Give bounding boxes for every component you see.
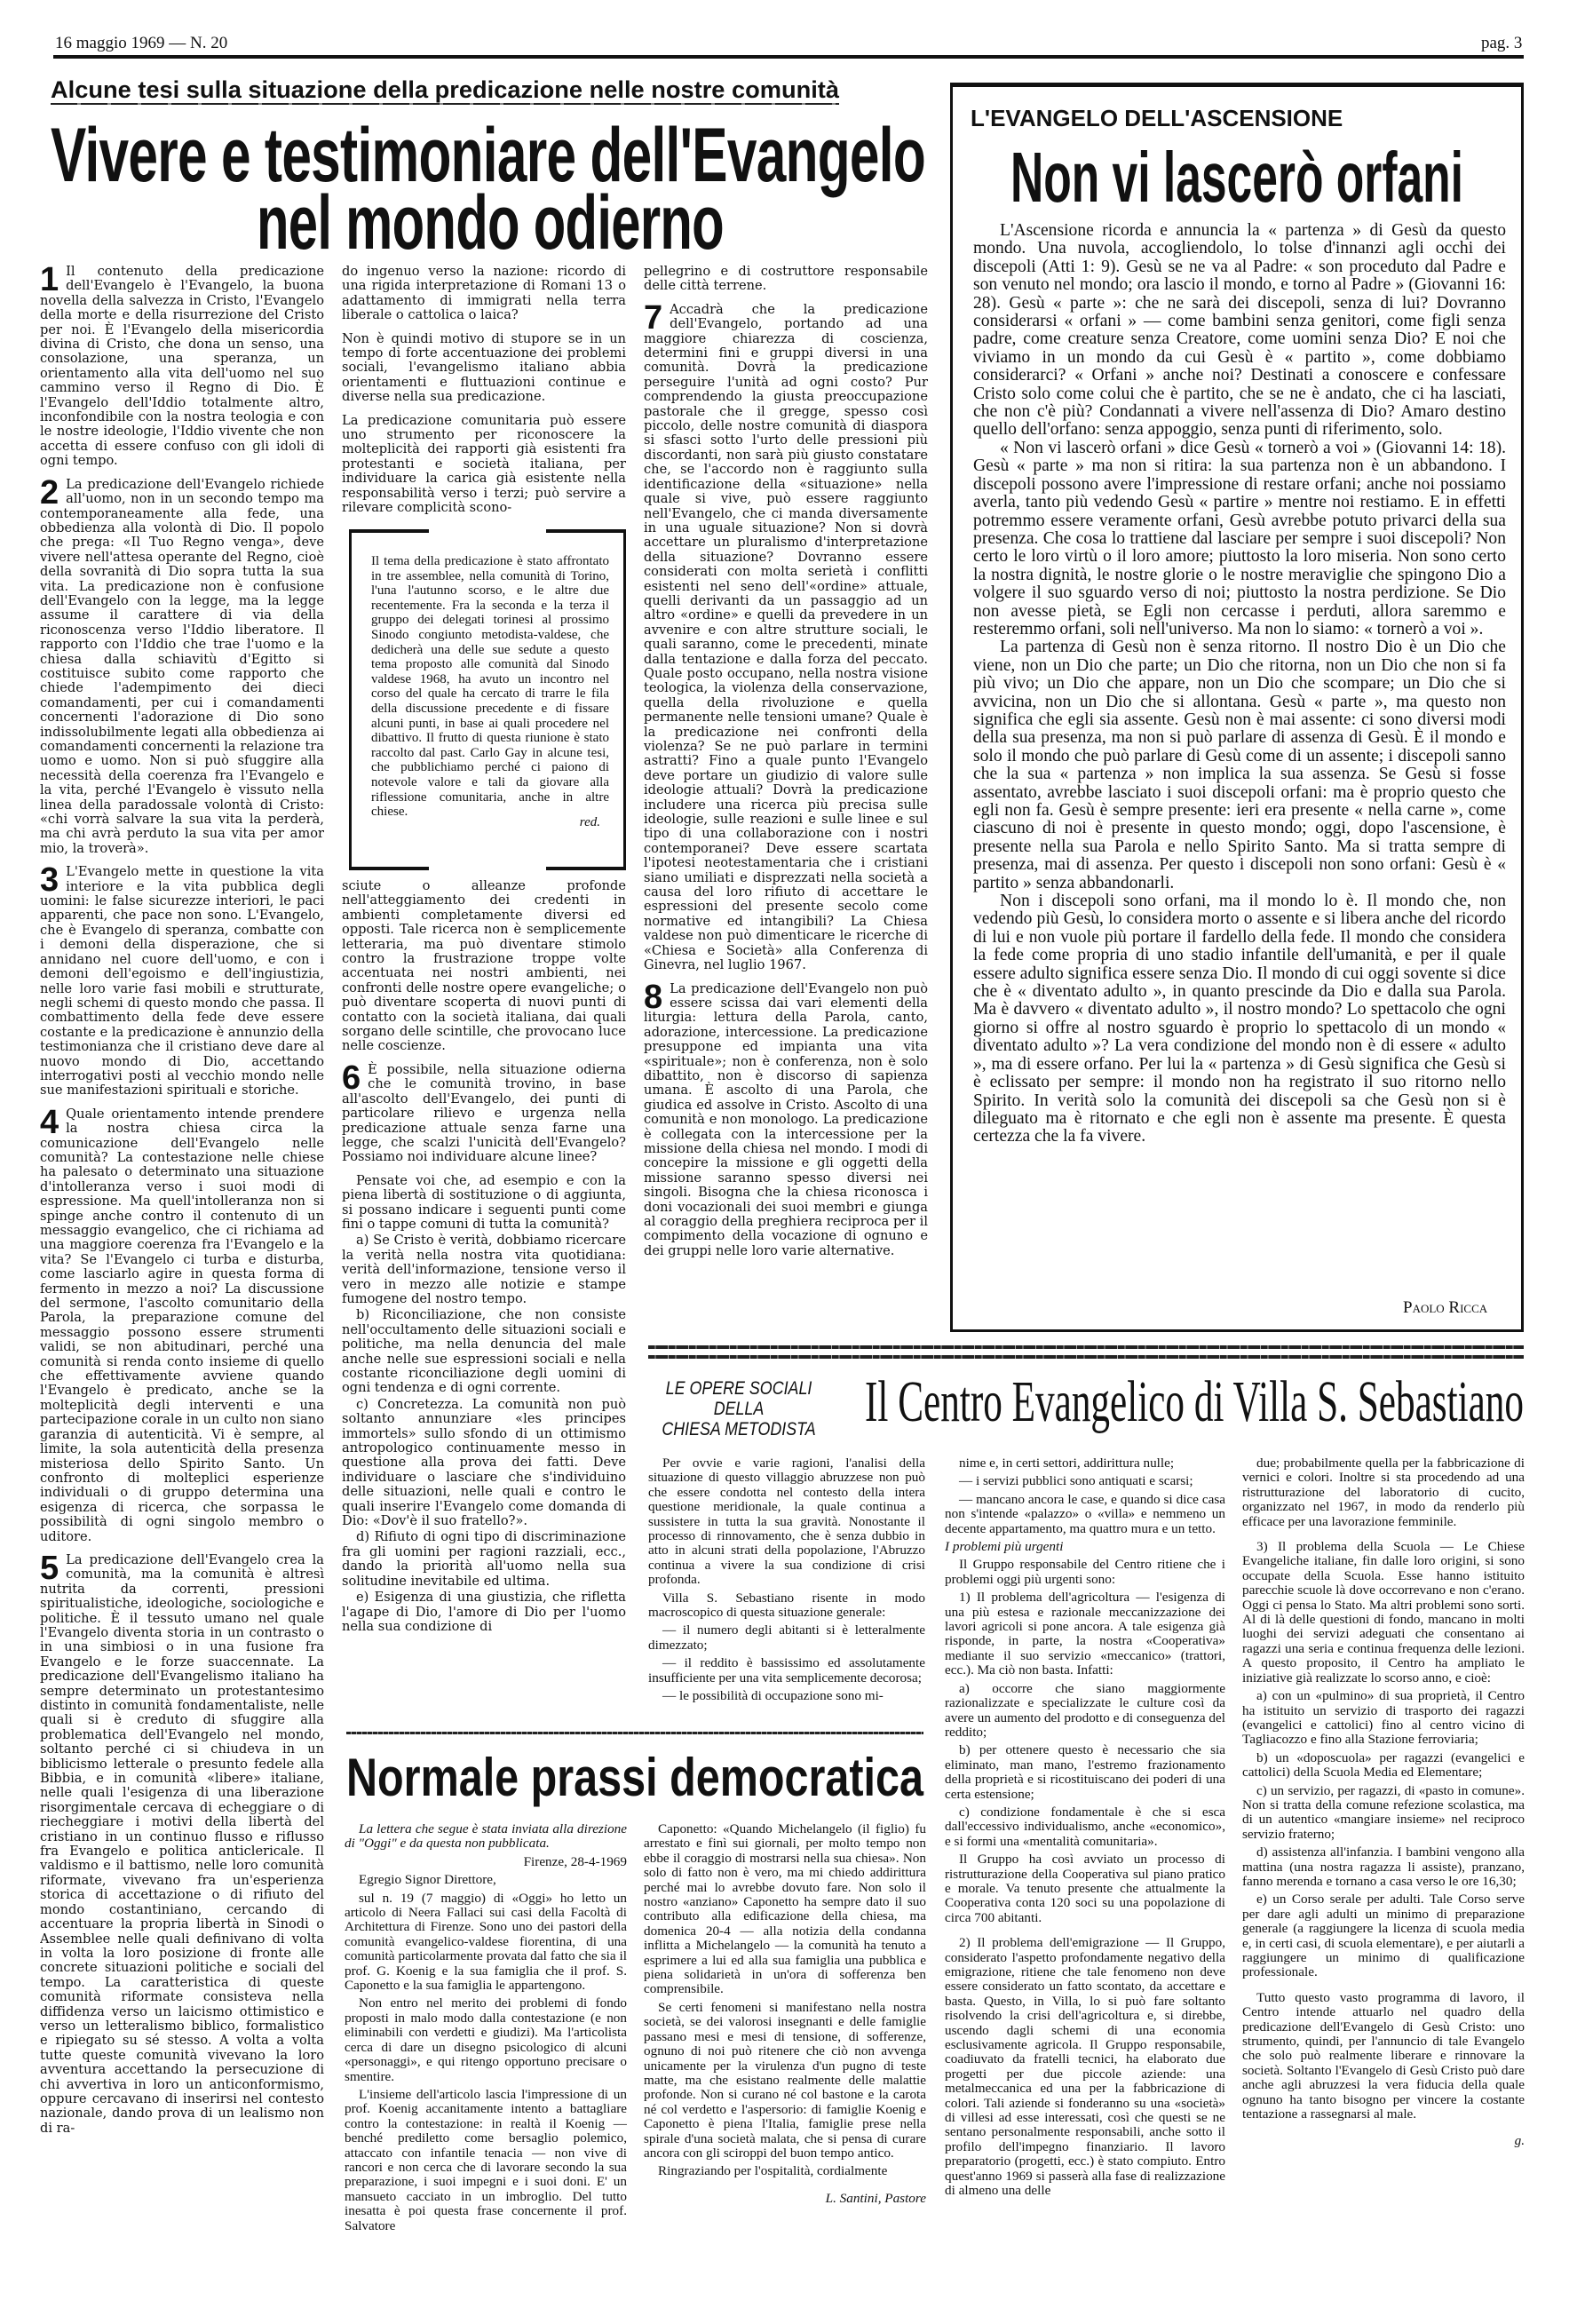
ascension-author: Paolo Ricca xyxy=(1403,1298,1488,1317)
article-column-3 xyxy=(644,265,928,1330)
thesis-number: 8 xyxy=(644,978,663,1016)
paragraph xyxy=(40,861,324,1099)
paragraph xyxy=(945,1852,1225,1925)
paragraph-text: Pensate voi che, ad esempio e con la piena libertà di sostituzione o di aggiunta, si possano indicare i seguenti punti come fini o tappe comuni di tutta la comunità? xyxy=(342,1172,626,1232)
paragraph xyxy=(345,2088,627,2233)
villa-column-1 xyxy=(648,1456,925,1709)
paragraph-text: Non entro nel merito dei problemi di fondo proposti in malo modo dalla contestazione (e non eliminabili con verdetti e giudizi). Ma l'articolista cerca di dare un disegno psicologico di alcuni «personaggi», e qui ritengo opportuno precisare o smentire. xyxy=(345,1995,627,2084)
ascension-kicker: L'EVANGELO DELL'ASCENSIONE xyxy=(971,105,1343,131)
paragraph-text: sciute o alleanze profonde nell'atteggiamento dei credenti in ambienti completamente diversi ed opposti. Tale ricerca non è semplicemente letteraria, ma può diventare stimolo contro la frustrazione troppe volte accentuata nei nostri ambienti, nei confronti delle nostre opere evangeliche; o può diventare scoperta di nuovi punti di contatto con la società italiana, dai quali sorgano delle scintille, che provocano luce nelle coscienze. xyxy=(342,879,626,1054)
villa-column-3 xyxy=(1242,1456,1525,2244)
paragraph-text: do ingenuo verso la nazione: ricordo di una rigida interpretazione di Romani 13 o adattamento di immigrati nella terra liberale o cattolica o laica? xyxy=(342,265,626,323)
paragraph-text: — le possibilità di occupazione sono mi- xyxy=(662,1688,884,1704)
paragraph-text: L. Santini, Pastore xyxy=(825,2190,926,2206)
paragraph-text: 2) Il problema dell'emigrazione — Il Gruppo, considerato l'aspetto profondamente negativo della emigrazione, ritiene che tale fenomeno non deve essere considerato un fatto scontato, da accettare e basta. Questo, in Villa, lo si può fare soltanto risolvendo la crisi dell'agricoltura e, si direbbe, uscendo dagli schemi di una economia esclusivamente agricola. Il Gruppo responsabile, coadiuvato da fratelli tecnici, ha elaborato due progetti per due piccole aziende: una metalmeccanica ed una per la fabbricazione di colori. Tali aziende si fonderanno su una «società» di villesi ad esse interessati, così che questi se ne sentano personalmente responsabili, anche sotto il profilo dell'impegno finanziario. Il lavoro preparatorio (progetti, ecc.) è stato compiuto. Entro quest'anno 1969 si passerà alla fase di realizzazione di almeno una delle xyxy=(945,1935,1225,2199)
paragraph xyxy=(648,1456,925,1588)
paragraph-text: — il reddito è bassissimo ed assolutamente insufficiente per una vita semplicemente decorosa; xyxy=(648,1655,925,1685)
paragraph xyxy=(945,1590,1225,1678)
letter-title: Normale prassi democratica xyxy=(346,1748,923,1807)
paragraph-text: c) un servizio, per ragazzi, di «pasto in comune». Non si tratta della comune refezione scolastica, ma di un autentico «mangiare insieme» nel reciproco servizio fraterno; xyxy=(1242,1782,1525,1842)
ascension-title: Non vi lascerò orfani xyxy=(1010,138,1463,217)
paragraph xyxy=(342,265,626,323)
paragraph-text: Accadrà che la predicazione dell'Evangelo, portando ad una maggiore chiarezza di coscienza, determini fini e gruppi diversi in una comunità. Dovrà la predicazione perseguire l'unità ad ogni costo? Pur comprendendo la giusta preoccupazione pastorale che il gregge, spesso così piccolo, delle nostre comunità di diaspora si sfasci sotto l'urto delle pressioni più discordanti, non sarà più giusto constatare che, se l'accordo non è raggiunto sulla identificazione della «situazione» nella quale si vive, può essere raggiunto nell'Evangelo, che ci manda diversamente in una uguale situazione? Non si dovrà accettare un pluralismo d'interpretazione della situazione? Dovranno essere considerati con molta serietà i conflitti esistenti nel seno dell'«ordine» attuale, quelli derivanti da un passaggio ad un altro «ordine» e quelli da prevedere in un avvenire e con altre strutture sociali, le quali saranno, come le precedenti, minate dalla tentazione e dalla forza del peccato. Quale posto occupano, nella nostra visione teologica, la violenza della conservazione, quella della rivoluzione e quella permanente nelle tensioni umane? Quale è la predicazione nei confronti della violenza? Se ne può parlare in termini astratti? Fino a quale punto l'Evangelo deve portare un giudizio di valore sulle ideologie attuali? Dovrà la predicazione includere una ricerca più precisa sulle ideologie, sulle reazioni e sulle linee e sul tipo di una collaborazione con i nostri contemporanei? Deve essere scartata l'ipotesi neotestamentaria che i cristiani siano umiliati e disprezzati nella società a causa del loro rifiuto di accettare le espressioni del presente secolo come normative ed intangibili? La Chiesa valdese non può dimenticare le ricerche di «Chiesa e Società» alla Conferenza di Ginevra, nel luglio 1967. xyxy=(644,301,928,973)
kicker-underline xyxy=(51,103,839,105)
paragraph xyxy=(644,2164,926,2178)
paragraph-text: — mancano ancora le case, e quando si dice casa non s'intende «palazzo» o «villa» e nemmeno un decente appartamento, ma quattro mura e un tetto. xyxy=(945,1491,1225,1536)
paragraph xyxy=(644,298,928,973)
villa-kicker xyxy=(648,1378,829,1440)
thesis-number: 6 xyxy=(342,1059,361,1097)
paragraph-text: La lettera che segue è stata inviata alla direzione di "Oggi" e da questa non pubblicata. xyxy=(345,1822,627,1852)
paragraph-text: Firenze, 28-4-1969 xyxy=(523,1853,627,1869)
editorial-note-box xyxy=(349,529,626,870)
paragraph-text: a) Se Cristo è verità, dobbiamo ricercare la verità nella nostra vita quotidiana: verità dell'informazione, tensione verso il vero in mezzo alle notizie e stampe fumogene del nostro tempo. xyxy=(342,1233,626,1306)
paragraph xyxy=(945,1493,1225,1536)
paragraph-text: b) un «doposcuola» per ragazzi (evangelici e cattolici) della Scuola Media ed Elementare; xyxy=(1242,1749,1525,1781)
paragraph xyxy=(945,1456,1225,1471)
paragraph-text: La predicazione comunitaria può essere uno strumento per riconoscere la molteplicità dei rapporti già esistenti fra protestanti e società italiana, per individuare la carica già esistente nella responsabilità verso i terzi; può servire a rilevare complicità scono- xyxy=(342,412,626,516)
section-divider xyxy=(648,1355,1524,1359)
paragraph-text: Tutto questo vasto programma di lavoro, il Centro intende attuarlo nel quadro della predicazione dell'Evangelo di Gesù Cristo: uno strumento, quindi, per l'annuncio di tale Evangelo che solo può realmente liberare e rinnovare la società. Soltanto l'Evangelo di Gesù Cristo può dare anche agli abruzzesi la vera fiducia della quale ognuno ha tanto bisogno per vincere la costante tentazione a rassegnarsi al male. xyxy=(1242,1989,1525,2122)
paragraph xyxy=(342,1530,626,1589)
thesis-number: 5 xyxy=(40,1549,59,1587)
paragraph-text: Non è quindi motivo di stupore se in un tempo di forte accentuazione dei problemi sociali, l'evangelismo italiano abbia orientamenti e fluttuazioni continue e diverse nella sua predicazione. xyxy=(342,330,626,405)
paragraph xyxy=(1242,1689,1525,1748)
paragraph xyxy=(342,1308,626,1395)
thesis-number: 7 xyxy=(644,298,663,337)
paragraph xyxy=(945,1540,1225,1554)
paragraph-text: c) Concretezza. La comunità non può soltanto annunziare «les principes immortels» sullo sfondo di un ottimismo antropologico continuamente messo in questione alla prova dei fatti. Deve individuare o lasciare che s'individuino delle situazioni, nelle quali e contro le quali inserire l'Evangelo come domanda di Dio: «Dov'è il suo fratello?». xyxy=(342,1396,626,1529)
thesis-number: 1 xyxy=(40,265,59,298)
paragraph xyxy=(342,879,626,1054)
paragraph-text: a) con un «pulmino» di sua proprietà, il Centro ha istituito un servizio di trasporto dei ragazzi (evangelici e cattolici) fino al centro vicino di Tagliacozzo e fino alla Stazione ferroviaria; xyxy=(1242,1688,1525,1748)
paragraph-text: 1) Il problema dell'agricoltura — l'esigenza di una più estesa e razionale meccanizzazione dei lavori agricoli si pone ancora. A tale esigenza già risponde, in parte, la nostra «Cooperativa» mediante il suo servizio «meccanico» (trattori, ecc.). Ma ciò non basta. Infatti: xyxy=(945,1590,1225,1678)
paragraph xyxy=(342,1590,626,1634)
thesis-number: 4 xyxy=(40,1103,59,1141)
thesis-number: 2 xyxy=(40,473,59,512)
paragraph xyxy=(342,414,626,516)
paragraph xyxy=(1242,1845,1525,1889)
issue-date: 16 maggio 1969 — N. 20 xyxy=(55,34,228,52)
paragraph xyxy=(945,1558,1225,1587)
paragraph-text: La predicazione dell'Evangelo crea la comunità, ma la comunità è altresì nutrita da correnti, pressioni spiritualistiche, ideologiche, sociologiche e politiche. È il tessuto umano nel quale l'Evangelo diventa storia in un contrasto o in una simbiosi o in una fusione fra Evangelo e le forze suaccennate. La predicazione dell'Evangelismo italiano ha sempre determinato un protestantesimo distinto in comunità fondamentaliste, nelle quali si è creduto di sfuggire alla problematica dell'Evangelo nel mondo, soltanto perché ci si chiudeva in un biblicismo letterale o presunto fedele alla Bibbia, e in comunità «libere» italiane, nelle quali l'esigenza di una liberazione risorgimentale cercava di echeggiare o di riecheggiare i motivi della libertà del cristiano in un continuo flusso e riflusso fra Evangelo e politica anticlericale. Il valdismo e il battismo, nelle loro comunità riformate, vivevano fra un'esperienza storica di accettazione o di rifiuto del mondo costantiniano, cercando di accentuare la propria libertà in Sinodi o Assemblee nelle quali definivano di volta in volta la loro posizione di fronte alle concrete situazioni politiche e sociali del tempo. La caratteristica di queste comunità riformate consisteva nella diffidenza verso un laicismo ottimistico e verso un letteralismo biblico, formalistico e ripiegato su sé stesso. A volta a volta tutte queste comunità vivevano la loro avventura accettando la persecuzione di chi avvertiva in loro un anticonformismo, oppure cercavano di inserirsi nel contesto nazionale, dando prova di un lealismo non di ra- xyxy=(40,1551,324,2136)
paragraph xyxy=(1242,1456,1525,1529)
paragraph xyxy=(644,978,928,1259)
ascension-paragraph: Non i discepoli sono orfani, ma il mondo lo è. Il mondo che, non vedendo più Gesù, lo considera morto o assente e si libera anche del ricordo di lui e non vuole più portare il fardello della fede. Il mondo che considera la fede come propria di uno stadio infantile dell'umanità, e per il quale essere adulto significa essere senza Dio. Il mondo di cui oggi sovente si dice che è « diventato adulto », in quanto prescinde da Dio e dalla sua Parola. Ma è davvero « diventato adulto », il nostro mondo? Lo spettacolo che ogni giorno si offre al nostro sguardo è proprio lo spettacolo di un mondo « diventato adulto »? La vera condizione del mondo non è di essere « adulto », ma di essere orfano. Per lui la « partenza » di Gesù significa che Gesù si è eclissato per sempre: il mondo non ha registrato il suo ritorno nello Spirito. In verità solo la comunità dei discepoli sa che Gesù non si è dileguato ma è ritornato e che egli non è assente ma presente. È questa certezza che la fa vivere. xyxy=(973,892,1506,1146)
page-number: pag. 3 xyxy=(1481,34,1523,52)
paragraph xyxy=(644,2001,926,2161)
paragraph-text: pellegrino e di costruttore responsabile delle città terrene. xyxy=(644,265,928,294)
editorial-note-signature: red. xyxy=(579,815,600,829)
paragraph xyxy=(345,1873,627,1887)
paragraph-text: L'Evangelo mette in questione la vita interiore e la vita pubblica degli uomini: le false sicurezze interiori, le paci apparenti, che pace non sono. L'Evangelo, che è Evangelo di speranza, combatte con i demoni della disperazione, che si annidano nel cuore dell'uomo, e con i demoni dell'egoismo e dell'ingiustizia, nelle loro varie fasi mobili e strutturate, negli schemi di questo mondo che passa. Il combattimento della fede deve essere costante e la predicazione è annunzio della testimonianza che il cristiano deve dare al nuovo mondo di Dio, accettando interrogativi posti al vecchio mondo nelle sue manifestazioni spirituali e storiche. xyxy=(40,864,324,1099)
letter-column-1 xyxy=(345,1822,627,2245)
paragraph-text: Se certi fenomeni si manifestano nella nostra società, se dei valorosi insegnanti e delle famiglie passano mesi e mesi di tensione, di sofferenze, ognuno di noi può ritenere che ciò non avvenga unicamente per la virulenza d'un pugno di teste matte, ma che esistano realmente delle malattie profonde. Non si curano né col bastone e la carota né col verdetto e l'aspersorio: di famiglie Koenig e Caponetto è piena l'Italia, famiglie prese nella spirale d'una società malata, che si pensa di curare ancora con gli sciroppi del buon tempo antico. xyxy=(644,1999,926,2161)
paragraph xyxy=(342,1233,626,1306)
paragraph-text: La predicazione dell'Evangelo richiede all'uomo, non in un secondo tempo ma contemporaneamente alla fede, una obbedienza alla volontà di Dio. Il popolo che prega: «Il Tuo Regno venga», deve vivere nell'attesa operante del Regno, cioè della sovranità di Dio sopra tutta la sua vita. La predicazione non è confusione dell'Evangelo con la legge, ma la legge assume il carattere di via della riconoscenza verso l'Iddio liberatore. Il rapporto con l'Iddio che trae l'uomo e la chiesa dalla schiavitù d'Egitto si costituisce subito come rapporto che chiede l'adempimento dei dieci comandamenti, per cui i comandamenti concernenti l'adorazione di Dio sono indissolubilmente legati alla obbedienza ai comandamenti concernenti la relazione tra uomo e uomo. Non si può sfuggire alla necessità della coerenza fra l'Evangelo e la vita, perché l'Evangelo è vissuto nella linea della paradossale volontà di Cristo: «chi vorrà salvare la sua vita la perderà, ma chi avrà perduto la sua vita per amor mio, la troverà». xyxy=(40,476,324,856)
editorial-note-text: Il tema della predicazione è stato affrontato in tre assemblee, nella comunità di Torino, l'una l'autunno scorso, e le altre due recentemente. Fra la seconda e la terza il gruppo dei delegati torinesi al prossimo Sinodo congiunto metodista-valdese, che dedicherà una delle sue sedute a questo tema proposto alle comunità dal Sinodo valdese 1968, ha avuto un incontro nel corso del quale ha cercato di trarre le fila della discussione precedente e di fissare alcuni punti, in base ai quali procedere nel dibattivo. Il frutto di questa riunione è stato raccolto dal past. Carlo Gay in alcune tesi, che pubblichiamo perché ci paiono di notevole valore e tali da giovare alla riflessione comunitaria, anche in altre chiese. xyxy=(371,554,609,820)
villa-column-2 xyxy=(945,1456,1225,2244)
ascension-body xyxy=(973,222,1506,1283)
paragraph-text: Villa S. Sebastiano risente in modo macroscopico di questa situazione generale: xyxy=(648,1590,925,1621)
paragraph xyxy=(644,1822,926,1997)
villa-kicker-line: CHIESA METODISTA xyxy=(662,1419,816,1440)
villa-title: Il Centro Evangelico di Villa S. Sebastiano xyxy=(865,1369,1524,1434)
paragraph xyxy=(342,332,626,405)
article-title-line1: Vivere e testimoniare dell'Evangelo xyxy=(51,113,925,198)
paragraph xyxy=(40,1549,324,2136)
paragraph-text: due; probabilmente quella per la fabbricazione di vernici e colori. Inoltre si sta procedendo ad una ristrutturazione del laboratorio di cucito, organizzato nel 1967, in modo da renderlo più efficace per una lavorazione femminile. xyxy=(1242,1456,1525,1529)
paragraph xyxy=(40,265,324,469)
paragraph xyxy=(345,1892,627,1994)
paragraph xyxy=(945,1474,1225,1488)
paragraph-text: — i servizi pubblici sono antiquati e scarsi; xyxy=(959,1473,1193,1489)
paragraph-text: I problemi più urgenti xyxy=(945,1539,1064,1555)
paragraph xyxy=(945,1743,1225,1802)
paragraph xyxy=(648,1591,925,1621)
paragraph-text: Il Gruppo responsabile del Centro ritiene che i problemi oggi più urgenti sono: xyxy=(945,1557,1225,1587)
paragraph xyxy=(345,1996,627,2083)
ascension-paragraph: « Non vi lascerò orfani » dice Gesù « tornerò a voi » (Giovanni 14: 18). Gesù « parte » ma non si ritira: la sua partenza non è un abbandono. I discepoli possono avere l'impressione di restare orfani; anche noi possiamo averla, tanto più vedendo Gesù « partire » mentre noi restiamo. E in effetti potremmo essere veramente orfani, Gesù avrebbe potuto privarci della sua presenza. Che cosa lo trattiene dal lasciare per sempre i suoi discepoli? Non certo le loro virtù o il loro amore; piuttosto la loro miseria. Non sono certo la nostra dignità, le nostre glorie o le nostre meraviglie che spingono Dio a volgere il suo sguardo verso di noi; piuttosto la nostra perdizione. Se Dio non avesse pietà, se Egli non cercasse i perduti, allora saremmo e resteremmo orfani, soli nell'universo. Ma non lo siamo: « tornerò a voi ». xyxy=(973,438,1506,639)
paragraph xyxy=(1242,1784,1525,1843)
paragraph-text: Il Gruppo ha così avviato un processo di ristrutturazione della Cooperativa sul piano pratico e morale. Va tenuto presente che attualmente la Cooperativa conta 120 soci su una popolazione di circa 700 abitanti. xyxy=(945,1852,1225,1925)
article-title-line2: nel mondo odierno xyxy=(257,180,724,266)
paragraph xyxy=(648,1656,925,1685)
section-divider xyxy=(648,1345,1524,1349)
paragraph-text: Quale orientamento intende prendere la nostra chiesa circa la comunicazione dell'Evangelo nelle comunità? La contestazione nelle chiese ha palesato o determinato una situazione d'intolleranza verso i suoi modi di espressione. Ma quell'intolleranza non si spinge anche contro il contenuto di un messaggio evangelico, che ci richiama ad una maggiore coerenza fra l'Evangelo e la vita? Se l'Evangelo ci turba e disturba, come lasciarlo agire in questa forma di fermento in mezzo a noi? La discussione del sermone, l'ascolto comunitario della Parola, la preparazione comune del messaggio possono essere strumenti validi, se non abitudinari, perché una comunità si renda conto insieme di quello che effettivamente avviene quando l'Evangelo è predicato, anche se la molteplicità degli interventi e una partecipazione corale in un culto non siano garanzia di autenticità. Vi è sempre, al limite, la sola autenticità della presenza misteriosa dello Spirito Santo. Un confronto di molteplici esperienze individuali o di gruppo determina una esigenza di ricerca, che sorpassa le possibilità di ogni singolo membro o uditore. xyxy=(40,1106,324,1544)
paragraph-text: — il numero degli abitanti si è letteralmente dimezzato; xyxy=(648,1622,925,1653)
paragraph-text: b) per ottenere questo è necessario che sia eliminato, man mano, l'estremo frazionamento della proprietà e si ricostituiscano dei poderi di una certa estensione; xyxy=(945,1742,1225,1802)
paragraph xyxy=(40,473,324,857)
paragraph-text: e) un Corso serale per adulti. Tale Corso serve per dare agli adulti un minimo di preparazione generale (a raggiungere la licenza di scuola media e, in certi casi, di scuola elementare), e per aiutarli a raggiungere un minimo di qualificazione professionale. xyxy=(1242,1892,1525,1980)
paragraph-text: La predicazione dell'Evangelo non può essere scissa dai vari elementi della liturgia: lettura della Parola, canto, adorazione, intercessione. La predicazione presuppone ed impianta una vita «spirituale»; non è conferenza, non è solo dibattito, non è discorso di sapienza umana. È ascolto di una Parola, che giudica ed assolve in Cristo. Ascolto di una comunità e non monologo. La predicazione è collegata con la intercessione per la missione della chiesa nel mondo. I modi di concepire la missione e gli oggetti della missione saranno spesso diversi nei singoli. Bisogna che la chiesa riconosca i doni vocazionali dei suoi membri e giunga al coraggio della preghiera reciproca per il compimento della vocazione di ognuno e dei gruppi nelle loro varie alternative. xyxy=(644,980,928,1258)
paragraph-text: Il contenuto della predicazione dell'Evangelo è l'Evangelo, la buona novella della salvezza in Cristo, l'Evangelo della morte e della risurrezione del Cristo per noi. È l'Evangelo della misericordia divina di Cristo, che dona un senso, una consolazione, una speranza, un orientamento alla vita dell'uomo nel suo cammino verso il Regno di Dio. È l'Evangelo dell'Iddio totalmente altro, inconfondibile con la nostra teologia e con le nostre ideologie, l'Iddio vivente che non accetta di essere confuso con gli idoli di ogni tempo. xyxy=(40,265,324,469)
paragraph xyxy=(345,1855,627,1869)
paragraph-text: Per ovvie e varie ragioni, l'analisi della situazione di questo villaggio abruzzese non può che essere condotta nel contesto della intera questione meridionale, la quale continua a sussistere in tutta la sua gravità. Nonostante il processo di rinnovamento, che è senza dubbio in atto in alcuni strati della popolazione, l'Abruzzo continua a vivere la sua condizione di crisi profonda. xyxy=(648,1456,925,1588)
paragraph xyxy=(1242,1540,1525,1685)
article-column-2-top xyxy=(342,265,626,524)
paragraph-text: Egregio Signor Direttore, xyxy=(359,1872,496,1888)
paragraph xyxy=(1242,1991,1525,2122)
paragraph xyxy=(644,265,928,294)
header-rule xyxy=(53,55,1524,59)
paragraph-text: b) Riconciliazione, che non consiste nell'occultamento delle situazioni sociali e politiche, ma nella denuncia del male anche nelle sue espressioni sociali e nella costante riconciliazione degli uomini di ogni tendenza e di ogni corrente. xyxy=(342,1307,626,1396)
paragraph xyxy=(342,1174,626,1233)
ascension-paragraph: L'Ascensione ricorda e annuncia la « partenza » di Gesù da questo mondo. Una nuvola, accogliendolo, lo tolse d'innanzi agli occhi dei discepoli (Atti 1: 9). Gesù se ne va al Padre: « son proceduto dal Padre e son venuto nel mondo; ora lascio il mondo, e torno al Padre » (Giovanni 16: 28). Gesù « parte »: che ne sarà dei discepoli, senza di lui? Dovranno considerarsi « orfani » — come bambini senza genitori, come figli senza padre, come creature senza Creatore, come uomini senza Dio? E noi che viviamo in un mondo da cui Gesù è « partito », come dobbiamo considerarci? « Orfani » anche noi? Destinati a conoscere e confessare Cristo solo come colui che è partito, che se ne è andato, che ci ha lasciati, che non c'è più? Condannati a vivere nell'assenza di Dio? Amaro destino quello dell'orfano: senza appoggio, senza punti di riferimento, solo. xyxy=(973,221,1506,440)
article-column-2-bottom xyxy=(342,879,626,1709)
paragraph xyxy=(342,1398,626,1529)
paragraph-text: d) assistenza all'infanzia. I bambini vengono alla mattina (una nostra ragazza li assiste), pranzano, fanno merenda e tornano a casa verso le ore 16,30; xyxy=(1242,1844,1525,1889)
paragraph-text: d) Rifiuto di ogni tipo di discriminazione fra gli uomini per ragioni razziali, ecc., dando la priorità all'uomo nella sua solitudine inevitabile ed ultima. xyxy=(342,1529,626,1589)
paragraph xyxy=(342,1059,626,1165)
paragraph-text: Caponetto: «Quando Michelangelo (il figlio) fu arrestato e finì sui giornali, per molto tempo non ebbe il coraggio di mostrarsi nella sua chiesa». Non solo di fatto non è vero, ma mi chiedo addirittura perché mai lo avrebbe dovuto fare. Non solo il nostro «anziano» Caponetto ha sempre dato il suo contributo alla edificazione della chiesa, ma domenica 20-4 — alla notizia della condanna inflitta a Michelangelo — la comunità ha tenuto a esprimere a lui ed alla sua famiglia una pubblica e piena solidarietà in un'ora di sofferenza ben comprensibile. xyxy=(644,1822,926,1997)
paragraph xyxy=(648,1623,925,1653)
paragraph xyxy=(644,2192,926,2206)
paragraph xyxy=(945,1805,1225,1849)
paragraph xyxy=(1242,1892,1525,1979)
paragraph-text: e) Esigenza di una giustizia, che rifletta l'agape di Dio, l'amore di Dio per l'uomo nella sua condizione di xyxy=(342,1590,626,1634)
paragraph xyxy=(40,1103,324,1544)
paragraph xyxy=(945,1936,1225,2198)
paragraph-text: c) condizione fondamentale è che si esca dall'eccessivo individualismo, anche «economico», e si formi una «mentalità comunitaria». xyxy=(945,1804,1225,1849)
letter-column-2 xyxy=(644,1822,926,2245)
paragraph xyxy=(345,1822,627,1852)
paragraph xyxy=(945,1682,1225,1741)
paragraph-text: È possibile, nella situazione odierna che le comunità trovino, in base all'ascolto dell'Evangelo, dei punti di particolare rilievo e urgenza nella predicazione attuale senza farne una legge, che scalzi l'unicità dell'Evangelo? Possiamo noi individuare alcune linee? xyxy=(342,1061,626,1165)
paragraph xyxy=(1242,2134,1525,2148)
paragraph-text: g. xyxy=(1514,2133,1525,2149)
paragraph-text: sul n. 19 (7 maggio) di «Oggi» ho letto un articolo di Neera Fallaci sui casi della Facoltà di Architettura di Firenze. Sono uno dei pastori della comunità evangelico-valdese fiorentina, di una comunità particolarmente provata dal fatto che sia il prof. G. Koenig e la sua famiglia che il prof. S. Caponetto e la sua famiglia le appartengono. xyxy=(345,1890,627,1994)
paragraph xyxy=(648,1689,925,1703)
letter-divider xyxy=(346,1732,923,1734)
article-kicker: Alcune tesi sulla situazione della predicazione nelle nostre comunità xyxy=(51,76,839,103)
paragraph-text: Ringraziando per l'ospitalità, cordialmente xyxy=(658,2163,888,2179)
villa-kicker-line: LE OPERE SOCIALI xyxy=(665,1378,812,1399)
thesis-number: 3 xyxy=(40,861,59,900)
ascension-paragraph: La partenza di Gesù non è senza ritorno. Il nostro Dio è un Dio che viene, non un Dio che parte; un Dio che ritorna, non un Dio che non si fa più vivo; un Dio che appare, non un Dio che scompare; un Dio che si avvicina, non un Dio che si allontana. Gesù « parte », ma questo non significa che egli sia assente. Gesù non è mai assente: ci sono diversi modi della sua presenza, ma non si può parlare di assenza di Gesù. È il mondo e solo il mondo che può parlare di Gesù come di un assente; i discepoli sanno che la sua « partenza » non implica la sua assenza. Se Gesù si fosse assentato, avrebbe lasciato i suoi discepoli orfani: ma è proprio questo che egli non fa. Gesù è sempre presente: ieri era presente « nella carne », come ciascuno di noi è presente in questo mondo; oggi, dopo l'ascensione, è presente nella sua Parola e nello Spirito Santo. Ma si tratta sempre di presenza, mai di assenza. Per questo i discepoli non sono orfani: Gesù è « partito » senza abbandonarli. xyxy=(973,638,1506,892)
paragraph-text: L'insieme dell'articolo lascia l'impressione di un prof. Koenig accanitamente intento a battagliare contro la contestazione: in realtà il Koenig — benché prediletto come bersaglio polemico, attaccato con infantile tenacia — non vive di rancori e non cerca che di lavorare secondo la sua preparazione, i suoi impegni e i suoi doni. E' un mansueto cacciato in un imbroglio. Del tutto inesatta è poi questa frase concernente il prof. Salvatore xyxy=(345,2086,627,2233)
paragraph xyxy=(1242,1751,1525,1781)
villa-kicker-line: DELLA xyxy=(713,1399,765,1419)
article-column-1 xyxy=(40,265,324,2243)
paragraph-text: a) occorre che siano maggiormente razionalizzate e specializzate le culture così da avere un aumento del prodotto e di conseguenza del reddito; xyxy=(945,1680,1225,1740)
paragraph-text: 3) Il problema della Scuola — Le Chiese Evangeliche italiane, fin dalle loro origini, si sono occupate della Scuola. Esse hanno istituito parecchie scuole là dove occorrevano e non c'erano. Oggi ci pensa lo Stato. Ma altri problemi sono sorti. Al di là delle questioni di fondo, mancano in molti luoghi dei servizi adeguati che consentano ai ragazzi una seria e continua frequenza delle lezioni. A questo proposito, il Centro ha ampliato le iniziative già realizzate lo scorso anno, e cioè: xyxy=(1242,1539,1525,1685)
paragraph-text: nime e, in certi settori, addirittura nulle; xyxy=(959,1456,1175,1471)
